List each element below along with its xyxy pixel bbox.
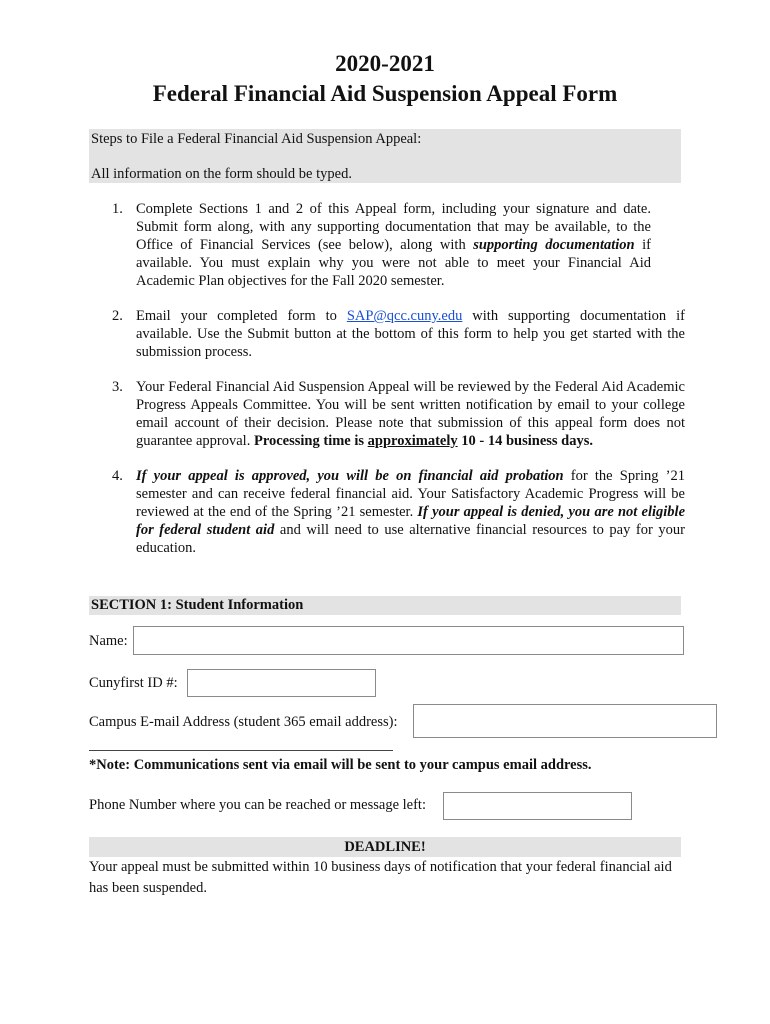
phone-label: Phone Number where you can be reached or message left: (89, 797, 426, 813)
step-number: 2. (112, 308, 123, 324)
step-item-3 (0, 378, 685, 450)
section1-header (89, 596, 681, 615)
cunyfirst-id-label: Cunyfirst ID #: (89, 675, 178, 691)
step-number: 3. (112, 379, 123, 395)
processing-time-days: 10 - 14 business days. (457, 433, 593, 449)
sap-email-link[interactable]: SAP@qcc.cuny.edu (346, 308, 463, 324)
deadline-banner (89, 837, 681, 857)
divider (89, 750, 393, 751)
typed-note: All information on the form should be typed. (91, 166, 352, 182)
step-number: 1. (112, 201, 123, 217)
campus-email-label: Campus E-mail Address (student 365 email address): (89, 714, 398, 730)
section1-title: SECTION 1: Student Information (91, 597, 304, 613)
step-text: with supporting documentation if available. Use the Submit button at the bottom of this form to help you get started with the submission process. (136, 308, 685, 360)
cunyfirst-id-field[interactable] (187, 669, 376, 697)
deadline-text: Your appeal must be submitted within 10 business days of notification that your federal financial aid has been suspended. (89, 859, 672, 896)
step-emphasis: supporting documentation (473, 237, 635, 253)
step-emphasis-approved: If your appeal is approved, you will be on financial aid probation (136, 468, 564, 484)
name-label: Name: (89, 633, 128, 649)
form-title: Federal Financial Aid Suspension Appeal Form (152, 81, 618, 106)
step-item-1 (0, 200, 651, 290)
steps-list (0, 200, 685, 574)
step-text: Complete Sections 1 and 2 of this Appeal form, including your signature and date. Submit form along, with any supporting documentation that may be available, to the Office of Financial Services (see below), along with (136, 201, 651, 253)
form-year: 2020-2021 (335, 51, 435, 76)
step-text: Email your completed form to (136, 308, 347, 324)
step-emphasis-denied: If your appeal is denied, you are not eligible for federal student aid (136, 504, 685, 538)
processing-time-approx: approximately (367, 433, 458, 449)
steps-heading: Steps to File a Federal Financial Aid Suspension Appeal: (91, 131, 422, 147)
step-item-4 (0, 467, 685, 557)
processing-time-prefix: Processing time is (253, 433, 368, 449)
email-note: *Note: Communications sent via email will be sent to your campus email address. (89, 757, 592, 773)
instructions-banner (89, 129, 681, 183)
step-text: for the Spring ’21 semester and can receive federal financial aid. Your Satisfactory Academic Progress will be reviewed at the end of the Spring ’21 semester. (136, 468, 686, 520)
campus-email-field[interactable] (413, 704, 717, 738)
step-number: 4. (112, 468, 123, 484)
step-item-2 (0, 307, 685, 361)
step-text: and will need to use alternative financial resources to pay for your education. (136, 522, 685, 556)
name-field[interactable] (133, 626, 684, 655)
deadline-heading: DEADLINE! (344, 839, 426, 855)
phone-field[interactable] (443, 792, 632, 820)
step-text: Your Federal Financial Aid Suspension Appeal will be reviewed by the Federal Aid Academic Progress Appeals Committee. You will be sent written notification by email to your college email account of their decision. Please note that submission of this appeal form does not guarantee approval. (136, 379, 685, 449)
step-text: if available. You must explain why you were not able to meet your Financial Aid Academic Plan objectives for the Fall 2020 semester. (136, 237, 652, 289)
